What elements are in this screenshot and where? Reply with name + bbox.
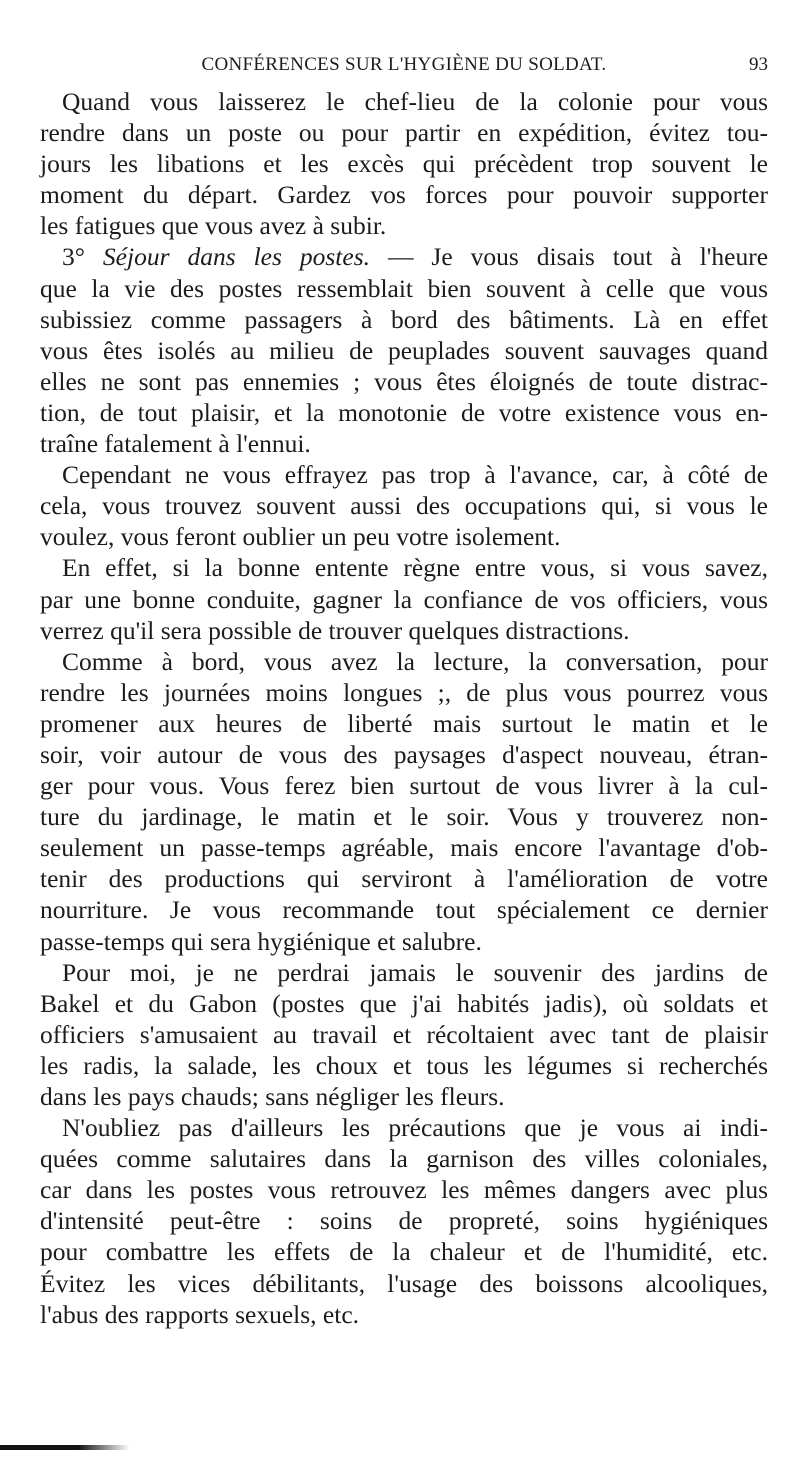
text-line: car dans les postes vous retrouvez les mêmes dangers avec plus [40,1175,768,1205]
section-title: Séjour dans les postes. [102,242,370,272]
text-line: officiers s'amusaient au travail et récoltaient avec tant de plaisir [40,1019,768,1049]
text-line: que la vie des postes ressemblait bien souvent à celle que vous [40,273,768,303]
bottom-edge-mark [0,1445,130,1450]
text-line: Pour moi, je ne perdrai jamais le souvenir des jardins de [62,957,768,987]
page-header [40,50,768,82]
text-line: voulez, vous feront oublier un peu votre isolement. [40,522,561,552]
text-line: Quand vous laisserez le chef-lieu de la colonie pour vous [62,87,768,116]
text-line: elles ne sont pas ennemies ; vous êtes éloignés de toute distrac- [40,366,768,396]
text-line: vous êtes isolés au milieu de peuplades souvent sauvages quand [40,335,768,365]
text-line: moment du départ. Gardez vos forces pour pouvoir supporter [40,180,768,210]
text-line: Évitez les vices débilitants, l'usage des boissons alcooliques, [40,1268,768,1298]
text-line: les fatigues que vous avez à subir. [40,211,387,241]
text-line: d'intensité peut-être : soins de propreté, soins hygiéniques [40,1206,768,1236]
text-line: ger pour vous. Vous ferez bien surtout de vous livrer à la cul- [40,771,768,801]
text-line: les radis, la salade, les choux et tous les légumes si recherchés [40,1050,768,1080]
text-line: soir, voir autour de vous des paysages d'aspect nouveau, étran- [40,739,768,769]
running-head: CONFÉRENCES SUR L'HYGIÈNE DU SOLDAT. [201,54,607,75]
text-line: l'abus des rapports sexuels, etc. [40,1299,360,1329]
text-line: promener aux heures de liberté mais surtout le matin et le [40,708,768,738]
page-number: 93 [749,54,768,75]
text-line: pour combattre les effets de la chaleur et de l'humidité, etc. [40,1237,768,1267]
text-line: jours les libations et les excès qui précèdent trop souvent le [40,149,768,179]
text-line: cela, vous trouvez souvent aussi des occupations qui, si vous le [40,491,768,521]
text-line: traîne fatalement à l'ennui. [40,429,311,459]
text-line: tion, de tout plaisir, et la monotonie de votre existence vous en- [40,397,768,427]
text-line: dans les pays chauds; sans négliger les fleurs. [40,1082,505,1111]
text-line: rendre dans un poste ou pour partir en expédition, évitez tou- [40,118,768,148]
text-line: verrez qu'il sera possible de trouver quelques distractions. [40,615,630,645]
text-line: seulement un passe-temps agréable, mais encore l'avantage d'ob- [40,833,768,863]
text-line: Bakel et du Gabon (postes que j'ai habités jadis), où soldats et [40,988,768,1018]
text-line: N'oubliez pas d'ailleurs les précautions que je vous ai indi- [62,1113,768,1143]
text-line: tenir des productions qui serviront à l'amélioration de votre [40,864,768,894]
text-line: nourriture. Je vous recommande tout spécialement ce dernier [40,895,768,925]
text-line: quées comme salutaires dans la garnison des villes coloniales, [40,1144,768,1174]
text-line: ture du jardinage, le matin et le soir. Vous y trouverez non- [40,802,768,832]
section-number: 3° [62,242,85,272]
text-line: Cependant ne vous effrayez pas trop à l'avance, car, à côté de [62,460,768,490]
body-text [40,86,768,1330]
text-line: par une bonne conduite, gagner la confiance de vos officiers, vous [40,584,768,614]
section-heading-line [40,241,768,272]
text-line: subissiez comme passagers à bord des bâtiments. Là en effet [40,304,768,334]
text-line: passe-temps qui sera hygiénique et salubre. [40,926,482,956]
section-heading-rest: — Je vous disais tout à l'heure [370,242,769,272]
text-line: En effet, si la bonne entente règne entre vous, si vous savez, [62,553,768,583]
text-line: rendre les journées moins longues ;, de plus vous pourrez vous [40,677,768,707]
text-line: Comme à bord, vous avez la lecture, la conversation, pour [62,646,768,676]
